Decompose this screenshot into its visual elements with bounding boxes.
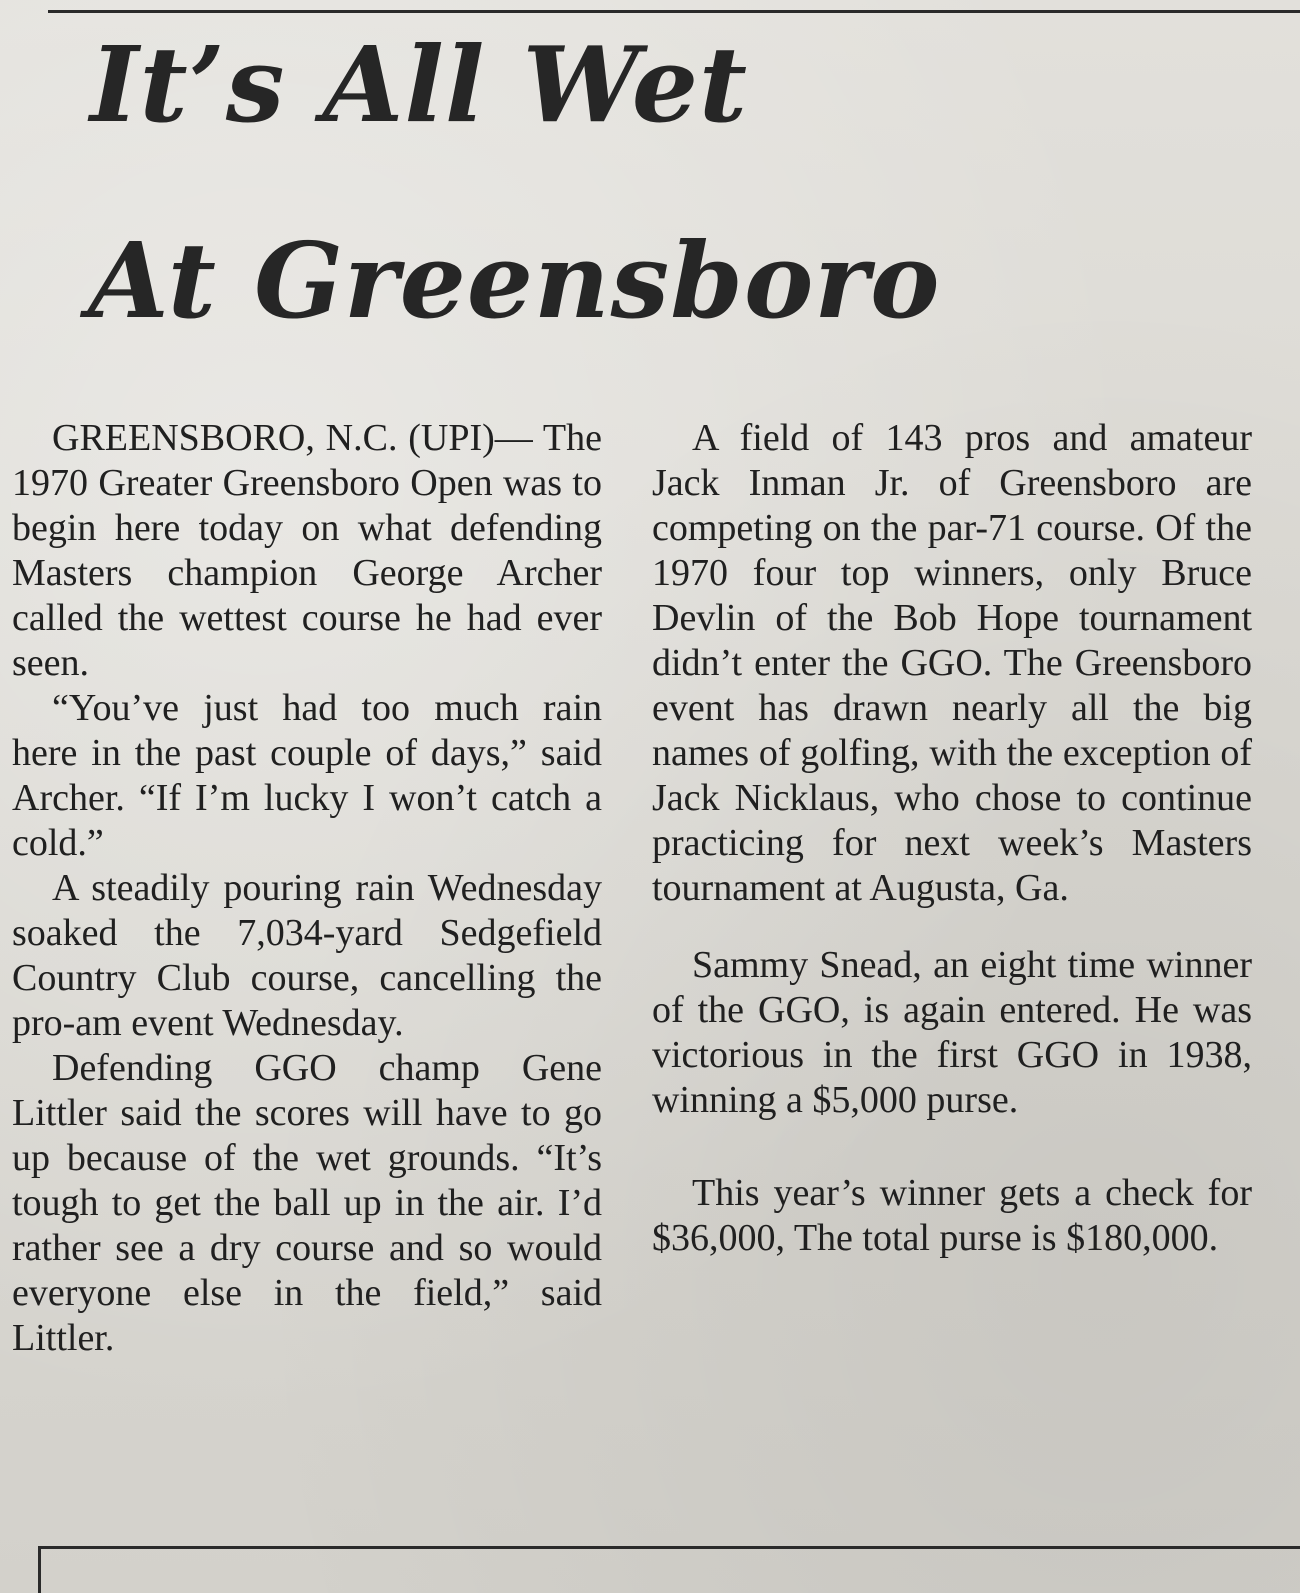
paragraph-dateline: GREENSBORO, N.C. (UPI)— The 1970 Greater Greensboro Open was to begin here today on what defending Masters champion George Archer called the wettest course he had ever seen. bbox=[12, 417, 602, 684]
paragraph-purse: This year’s winner gets a check for $36,000, The total purse is $180,000. bbox=[652, 1172, 1252, 1259]
headline-line-1: It’s All Wet bbox=[90, 23, 749, 146]
headline bbox=[60, 23, 1060, 342]
paragraph-snead: Sammy Snead, an eight time winner of the GGO, is again entered. He was victorious in the first GGO in 1938, winning a $5,000 purse. bbox=[652, 944, 1252, 1121]
paragraph-littler: Defending GGO champ Gene Littler said the scores will have to go up because of the wet grounds. “It’s tough to get the ball up in the air. I’d rather see a dry course and so would everyone else in the field,” said Littler. bbox=[12, 1047, 602, 1359]
paragraph-rain: A steadily pouring rain Wednesday soaked the 7,034-yard Sedgefield Country Club course, cancelling the pro-am event Wednesday. bbox=[12, 867, 602, 1044]
bottom-rule-corner bbox=[38, 1546, 41, 1593]
article-column-right bbox=[652, 416, 1252, 1261]
paragraph-archer-quote: “You’ve just had too much rain here in the past couple of days,” said Archer. “If I’m lucky I won’t catch a cold.” bbox=[12, 687, 602, 864]
article-column-left bbox=[12, 416, 602, 1361]
headline-line-2: At Greensboro bbox=[88, 219, 941, 342]
paragraph-field: A field of 143 pros and amateur Jack Inman Jr. of Greensboro are competing on the par-71 course. Of the 1970 four top winners, only Bruce Devlin of the Bob Hope tournament didn’t enter the GGO. The Greensboro event has drawn nearly all the big names of golfing, with the exception of Jack Nicklaus, who chose to continue practicing for next week’s Masters tournament at Augusta, Ga. bbox=[652, 417, 1252, 909]
top-rule bbox=[48, 10, 1300, 13]
bottom-rule bbox=[38, 1546, 1300, 1549]
